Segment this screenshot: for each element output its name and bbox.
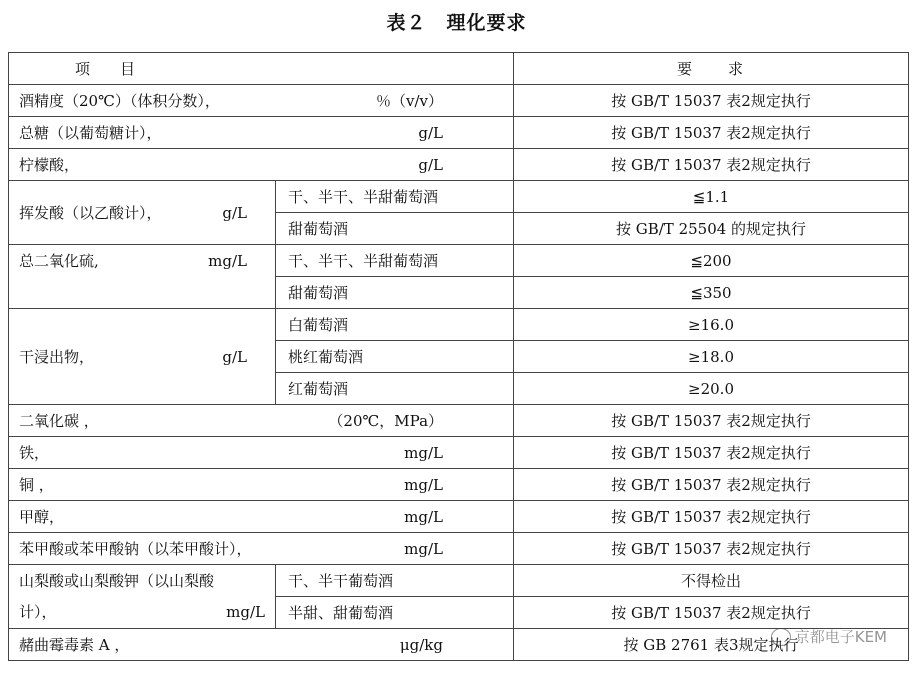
table-row xyxy=(9,149,909,181)
item-name: 总二氧化硫, xyxy=(19,252,99,270)
item-name-line2: 计）， xyxy=(19,602,57,621)
table-row xyxy=(9,245,909,277)
item-unit: g/L xyxy=(418,123,444,142)
item-name: 柠檬酸， xyxy=(19,156,80,174)
requirement: 按 GB/T 15037 表2规定执行 xyxy=(514,437,909,469)
item-name: 赭曲霉毒素 A ， xyxy=(19,636,130,654)
requirement: ≥18.0 xyxy=(514,341,909,373)
requirement: 不得检出 xyxy=(514,565,909,597)
header-row xyxy=(9,53,909,85)
requirement: ≦1.1 xyxy=(514,181,909,213)
table-row xyxy=(9,533,909,565)
table-row xyxy=(9,309,909,341)
requirement: 按 GB/T 15037 表2规定执行 xyxy=(514,405,909,437)
item-unit: mg/L xyxy=(208,251,247,270)
requirement: ≥16.0 xyxy=(514,309,909,341)
item-name: 挥发酸（以乙酸计）， xyxy=(19,204,162,222)
item-unit: μg/kg xyxy=(399,635,444,654)
item-unit: g/L xyxy=(418,155,444,174)
header-requirement: 要 求 xyxy=(514,53,909,85)
table-row xyxy=(9,405,909,437)
wine-type: 干、半干葡萄酒 xyxy=(276,565,514,597)
item-name: 酒精度（20℃）（体积分数）， xyxy=(19,92,220,110)
item-unit: mg/L xyxy=(404,443,444,462)
item-unit: g/L xyxy=(222,347,247,366)
item-name: 铁， xyxy=(19,444,50,462)
table-row xyxy=(9,565,909,597)
requirement: ≦200 xyxy=(514,245,909,277)
requirement: 按 GB/T 15037 表2规定执行 xyxy=(514,85,909,117)
table-row xyxy=(9,85,909,117)
requirement: 按 GB/T 15037 表2规定执行 xyxy=(514,149,909,181)
item-unit: （20℃，MPa） xyxy=(328,412,444,430)
header-item: 项 目 xyxy=(9,53,514,85)
physicochemical-table xyxy=(8,52,909,661)
requirement: 按 GB/T 15037 表2规定执行 xyxy=(514,469,909,501)
requirement: 按 GB/T 25504 的规定执行 xyxy=(514,213,909,245)
wine-type: 桃红葡萄酒 xyxy=(276,341,514,373)
wine-type: 甜葡萄酒 xyxy=(276,277,514,309)
requirement: 按 GB/T 15037 表2规定执行 xyxy=(514,533,909,565)
requirement: 按 GB 2761 表3规定执行 xyxy=(514,629,909,661)
table-row xyxy=(9,437,909,469)
wine-type: 红葡萄酒 xyxy=(276,373,514,405)
wine-type: 干、半干、半甜葡萄酒 xyxy=(276,181,514,213)
item-name: 二氧化碳 ， xyxy=(19,412,99,430)
item-unit: mg/L xyxy=(404,507,444,526)
wechat-icon xyxy=(771,628,791,646)
item-unit: mg/L xyxy=(404,539,444,558)
requirement: 按 GB/T 15037 表2规定执行 xyxy=(514,117,909,149)
requirement: 按 GB/T 15037 表2规定执行 xyxy=(514,501,909,533)
item-name: 甲醇， xyxy=(19,508,65,526)
table-row xyxy=(9,501,909,533)
table-title: 表２ 理化要求 xyxy=(386,12,527,34)
wine-type: 甜葡萄酒 xyxy=(276,213,514,245)
watermark-text: 京都电子KEM xyxy=(794,628,887,646)
table-row xyxy=(9,181,909,213)
requirement: ≦350 xyxy=(514,277,909,309)
wine-type: 干、半干、半甜葡萄酒 xyxy=(276,245,514,277)
item-unit: g/L xyxy=(222,203,247,222)
table-row xyxy=(9,469,909,501)
item-unit: ％（v/v） xyxy=(376,92,444,110)
requirement: 按 GB/T 15037 表2规定执行 xyxy=(514,597,909,629)
item-unit: mg/L xyxy=(404,475,444,494)
table-row xyxy=(9,117,909,149)
item-unit: mg/L xyxy=(226,602,265,621)
watermark xyxy=(771,626,887,647)
wine-type: 半甜、甜葡萄酒 xyxy=(276,597,514,629)
item-name: 干浸出物， xyxy=(19,348,95,366)
item-name: 铜 ， xyxy=(19,476,54,494)
wine-type: 白葡萄酒 xyxy=(276,309,514,341)
item-name: 总糖（以葡萄糖计）， xyxy=(19,124,162,142)
item-name-line1: 山梨酸或山梨酸钾（以山梨酸 xyxy=(19,571,215,590)
requirement: ≥20.0 xyxy=(514,373,909,405)
item-name: 苯甲酸或苯甲酸钠（以苯甲酸计）， xyxy=(19,540,252,558)
